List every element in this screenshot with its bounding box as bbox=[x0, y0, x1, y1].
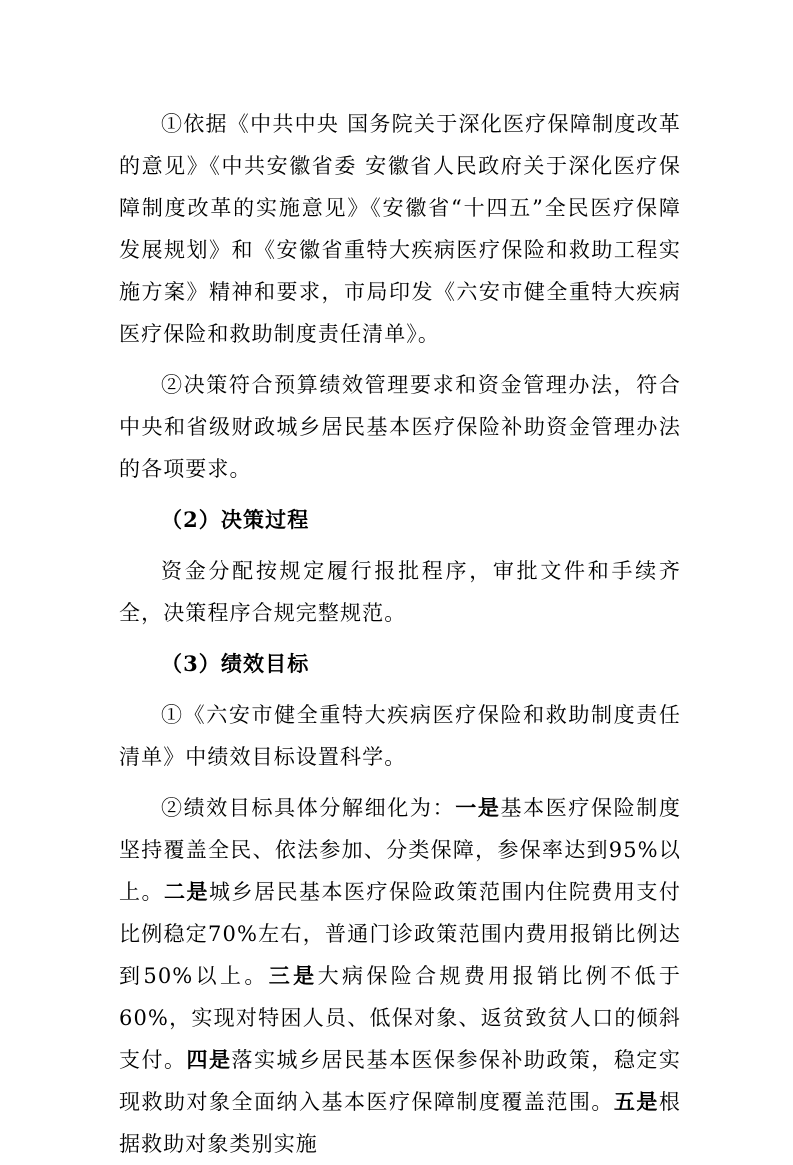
goal-keyword-3: 三是 bbox=[268, 963, 318, 988]
paragraph-goals-breakdown bbox=[119, 787, 681, 1165]
goal-text-5: 根据救助对象类别实施 bbox=[119, 1090, 682, 1156]
goal-text-4: 落实城乡居民基本医保参保补助政策，稳定实现救助对象全面纳入基本医疗保障制度覆盖范围。 bbox=[119, 1048, 682, 1114]
goal-text-2: 城乡居民基本医疗保险政策范围内住院费用支付比例稳定70%左右，普通门诊政策范围内费用报销比例达到50%以上。 bbox=[119, 880, 682, 988]
goal-keyword-5: 五是 bbox=[613, 1089, 659, 1114]
goal-keyword-1: 一是 bbox=[455, 795, 501, 820]
goal-text-3: 大病保险合规费用报销比例不低于60%，实现对特困人员、低保对象、返贫致贫人口的倾斜支付。 bbox=[119, 964, 681, 1072]
paragraph-decision-process: 资金分配按规定履行报批程序，审批文件和手续齐全，决策程序合规完整规范。 bbox=[119, 559, 681, 625]
paragraph-policy-basis: ①依据《中共中央 国务院关于深化医疗保障制度改革的意见》《中共安徽省委 安徽省人民政府关于深化医疗保障制度改革的实施意见》《安徽省“十四五”全民医疗保障发展规划》和《安徽省重特大疾病医疗保险和救助工程实施方案》精神和要求，市局印发《六安市健全重特大疾病医疗保险和救助制度责任清单》。 bbox=[119, 112, 681, 346]
goal-text-1: 基本医疗保险制度坚持覆盖全民、依法参加、分类保障，参保率达到95%以上。 bbox=[119, 796, 681, 904]
paragraph-budget-compliance: ②决策符合预算绩效管理要求和资金管理办法，符合中央和省级财政城乡居民基本医疗保险补助资金管理办法的各项要求。 bbox=[119, 373, 681, 481]
goals-intro: ②绩效目标具体分解细化为： bbox=[161, 796, 456, 820]
heading-performance-goals: （3）绩效目标 bbox=[161, 651, 310, 676]
heading-decision-process: （2）决策过程 bbox=[161, 507, 310, 532]
paragraph-goals-setting: ①《六安市健全重特大疾病医疗保险和救助制度责任清单》中绩效目标设置科学。 bbox=[119, 703, 681, 769]
goal-keyword-2: 二是 bbox=[164, 879, 209, 904]
goal-keyword-4: 四是 bbox=[186, 1047, 232, 1072]
